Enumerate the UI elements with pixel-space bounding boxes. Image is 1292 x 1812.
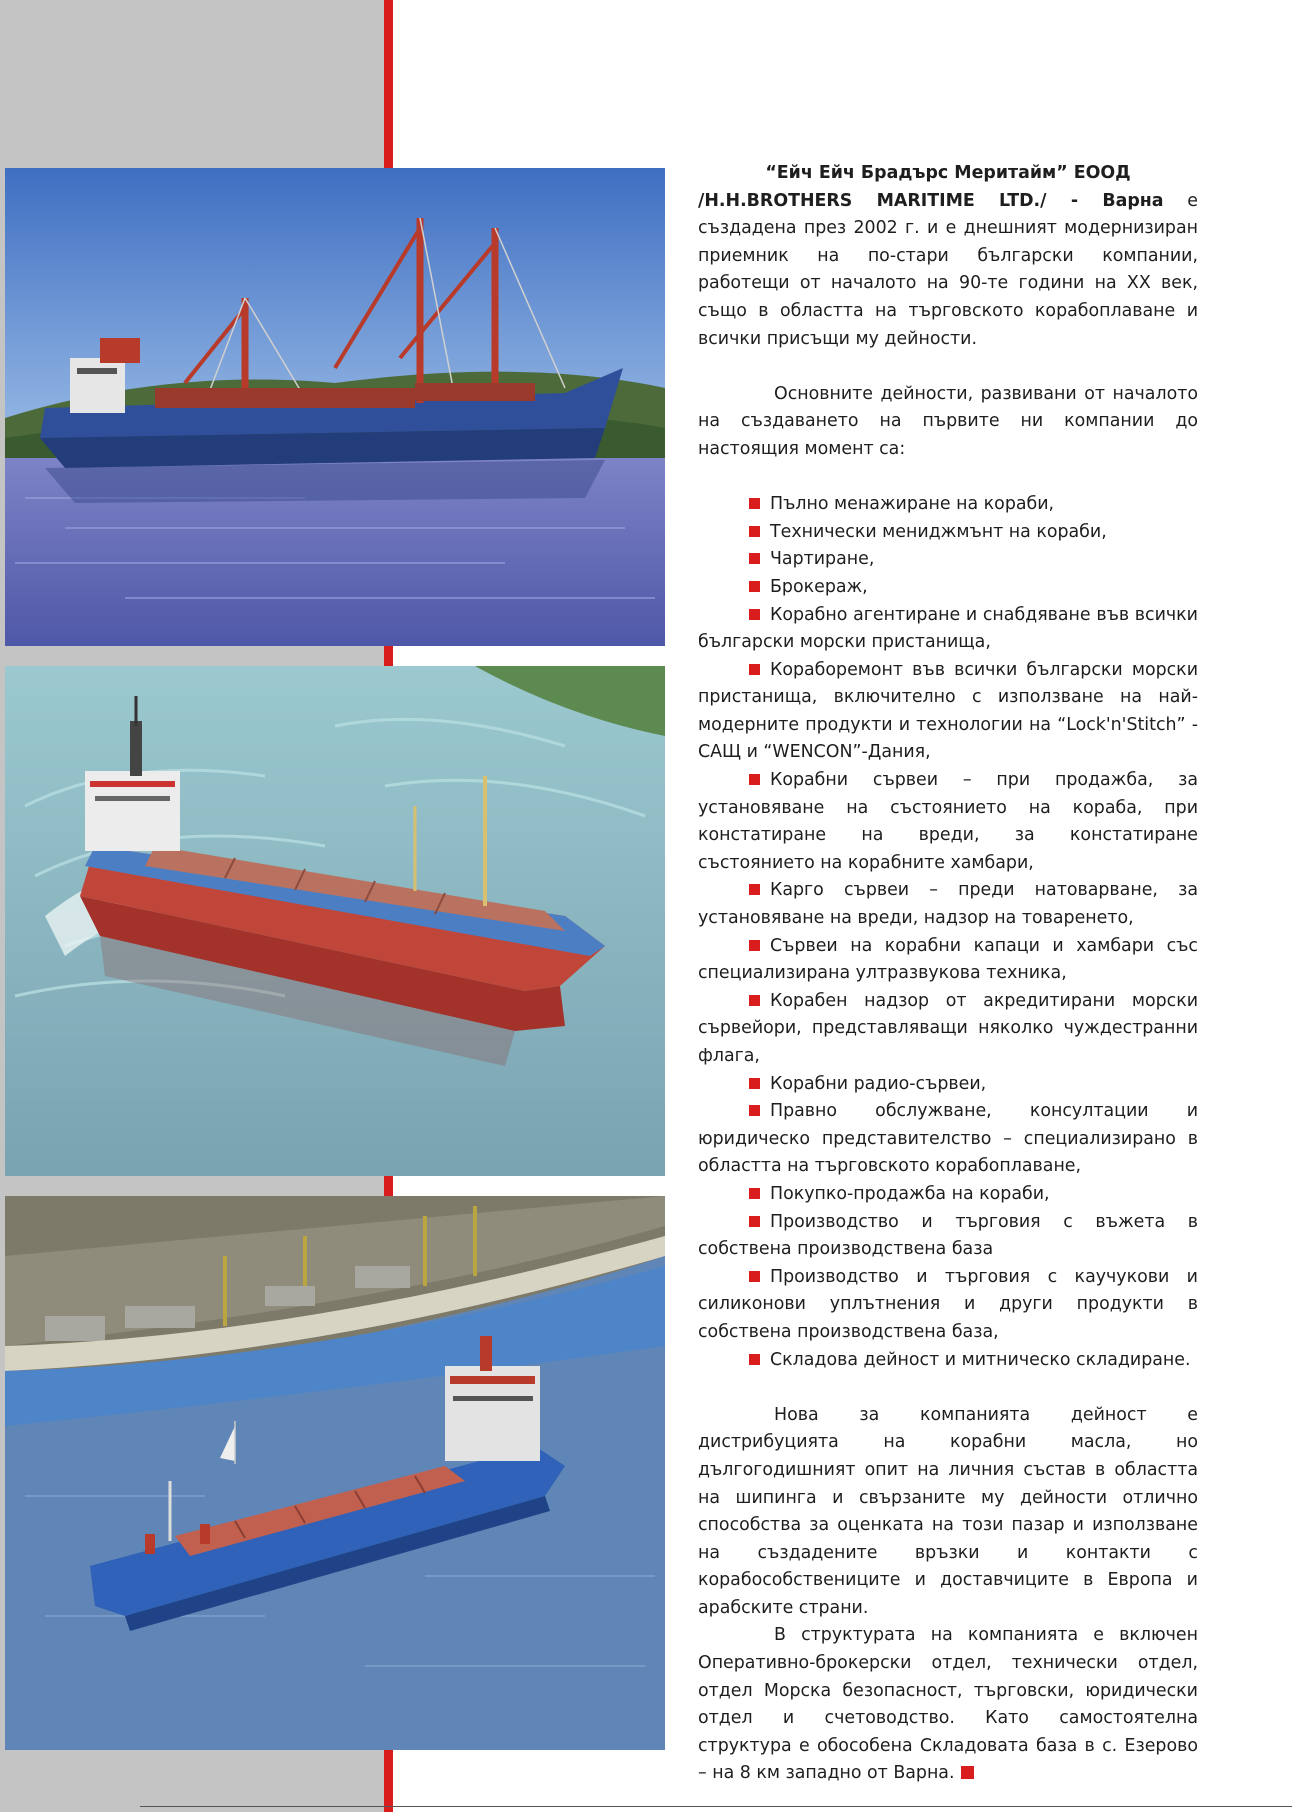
bullet-square-icon xyxy=(749,774,760,785)
activity-item xyxy=(698,988,1198,1071)
bullet-square-icon xyxy=(749,581,760,592)
closing-paragraph-2-text: В структурата на компанията е включен Оперативно-брокерски отдел, технически отдел, отдел Морска безопасност, търговски, юридически отдел и счетоводство. Като самостоятелна структура е обособена Складовата база в с. Езерово – на 8 км западно от Варна. xyxy=(698,1625,1198,1784)
activity-text: Корабен надзор от акредитирани морски сървейори, представляващи няколко чуждестранни флага, xyxy=(698,990,1198,1066)
activity-item xyxy=(698,767,1198,877)
activity-text: Правно обслужване, консултации и юридическо представителство – специализирано в областта на търговското корабоплаване, xyxy=(698,1101,1198,1177)
activity-item xyxy=(698,1264,1198,1347)
activity-item xyxy=(698,877,1198,932)
intro-text: е създадена през 2002 г. и е днешният модернизиран приемник на по-стари български компании, работещи от началото на 90-те години на XX век, също в областта на търговското корабоплаване и всички присъщи му дейности. xyxy=(698,190,1199,349)
activity-item xyxy=(698,519,1198,547)
activity-text: Кораборемонт във всички български морски пристанища, включително с използване на най-модерните продукти и технологии на “Lock'n'Stitch” - САЩ и “WENCON”-Дания, xyxy=(698,659,1198,763)
bullet-square-icon xyxy=(749,1105,760,1116)
activity-text: Корабно агентиране и снабдяване във всички български морски пристанища, xyxy=(698,604,1198,653)
bullet-square-icon xyxy=(749,1078,760,1089)
activity-item xyxy=(698,1098,1198,1181)
activity-item xyxy=(698,1209,1198,1264)
activity-text: Чартиране, xyxy=(770,549,875,570)
activity-text: Технически мениджмънт на кораби, xyxy=(770,521,1107,542)
activity-item xyxy=(698,657,1198,767)
activity-text: Корабни сървеи – при продажба, за установяване на състоянието на кораба, при констатиране на вреди, за констатиране състоянието на корабните хамбари, xyxy=(698,770,1198,873)
bullet-square-icon xyxy=(749,1188,760,1199)
closing-paragraph-1: Нова за компанията дейност е дистрибуцията на корабни масла, но дългогодишният опит на личния състав в областта на шипинга и свързаните му дейности отлично способства за оценката на този пазар и използване на създадените връзки и контакти с корабособствениците и доставчиците в Европа и арабските страни. xyxy=(698,1404,1198,1618)
end-marker-icon xyxy=(961,1766,974,1779)
activity-item xyxy=(698,546,1198,574)
bullet-square-icon xyxy=(749,884,760,895)
activity-text: Сървеи на корабни капаци и хамбари със специализирана ултразвукова техника, xyxy=(698,935,1198,984)
activity-item xyxy=(698,1347,1198,1375)
activity-item xyxy=(698,933,1198,988)
activity-item xyxy=(698,1071,1198,1099)
ship-photo-2 xyxy=(5,666,665,1176)
bullet-square-icon xyxy=(749,609,760,620)
activity-item xyxy=(698,602,1198,657)
ship-photo-1 xyxy=(5,168,665,646)
bullet-square-icon xyxy=(749,995,760,1006)
company-name: “Ейч Ейч Брадърс Меритайм” ЕООД xyxy=(765,163,1131,183)
bullet-square-icon xyxy=(749,553,760,564)
activities-list xyxy=(698,491,1198,1374)
bullet-square-icon xyxy=(749,1354,760,1365)
intro-paragraph xyxy=(698,188,1198,354)
footer-rule xyxy=(140,1806,1292,1807)
activity-text: Пълно менажиране на кораби, xyxy=(770,494,1055,515)
bullet-square-icon xyxy=(749,664,760,675)
activity-text: Производство и търговия с въжета в собствена производствена база xyxy=(698,1211,1198,1260)
activity-text: Брокераж, xyxy=(770,576,868,597)
bullet-square-icon xyxy=(749,1271,760,1282)
activity-item xyxy=(698,491,1198,519)
bullet-square-icon xyxy=(749,498,760,509)
activity-item xyxy=(698,1181,1198,1209)
article-text xyxy=(698,160,1198,1788)
bullet-square-icon xyxy=(749,1216,760,1227)
activity-text: Карго сървеи – преди натоварване, за установяване на вреди, надзор на товаренето, xyxy=(698,880,1198,929)
activity-item xyxy=(698,574,1198,602)
bullet-square-icon xyxy=(749,526,760,537)
activity-text: Производство и търговия с каучукови и силиконови уплътнения и други продукти в собствена производствена база, xyxy=(698,1266,1198,1342)
activity-text: Корабни радио-сървеи, xyxy=(770,1073,987,1094)
activities-intro: Основните дейности, развивани от началото на създаването на първите ни компании до настоящия момент са: xyxy=(698,383,1198,459)
bullet-square-icon xyxy=(749,940,760,951)
closing-paragraph-2 xyxy=(698,1622,1198,1788)
activity-text: Складова дейност и митническо складиране. xyxy=(770,1349,1191,1370)
ship-photo-3 xyxy=(5,1196,665,1750)
activity-text: Покупко-продажба на кораби, xyxy=(770,1183,1050,1204)
company-name-latin: /H.H.BROTHERS MARITIME LTD./ - Варна xyxy=(698,190,1164,211)
